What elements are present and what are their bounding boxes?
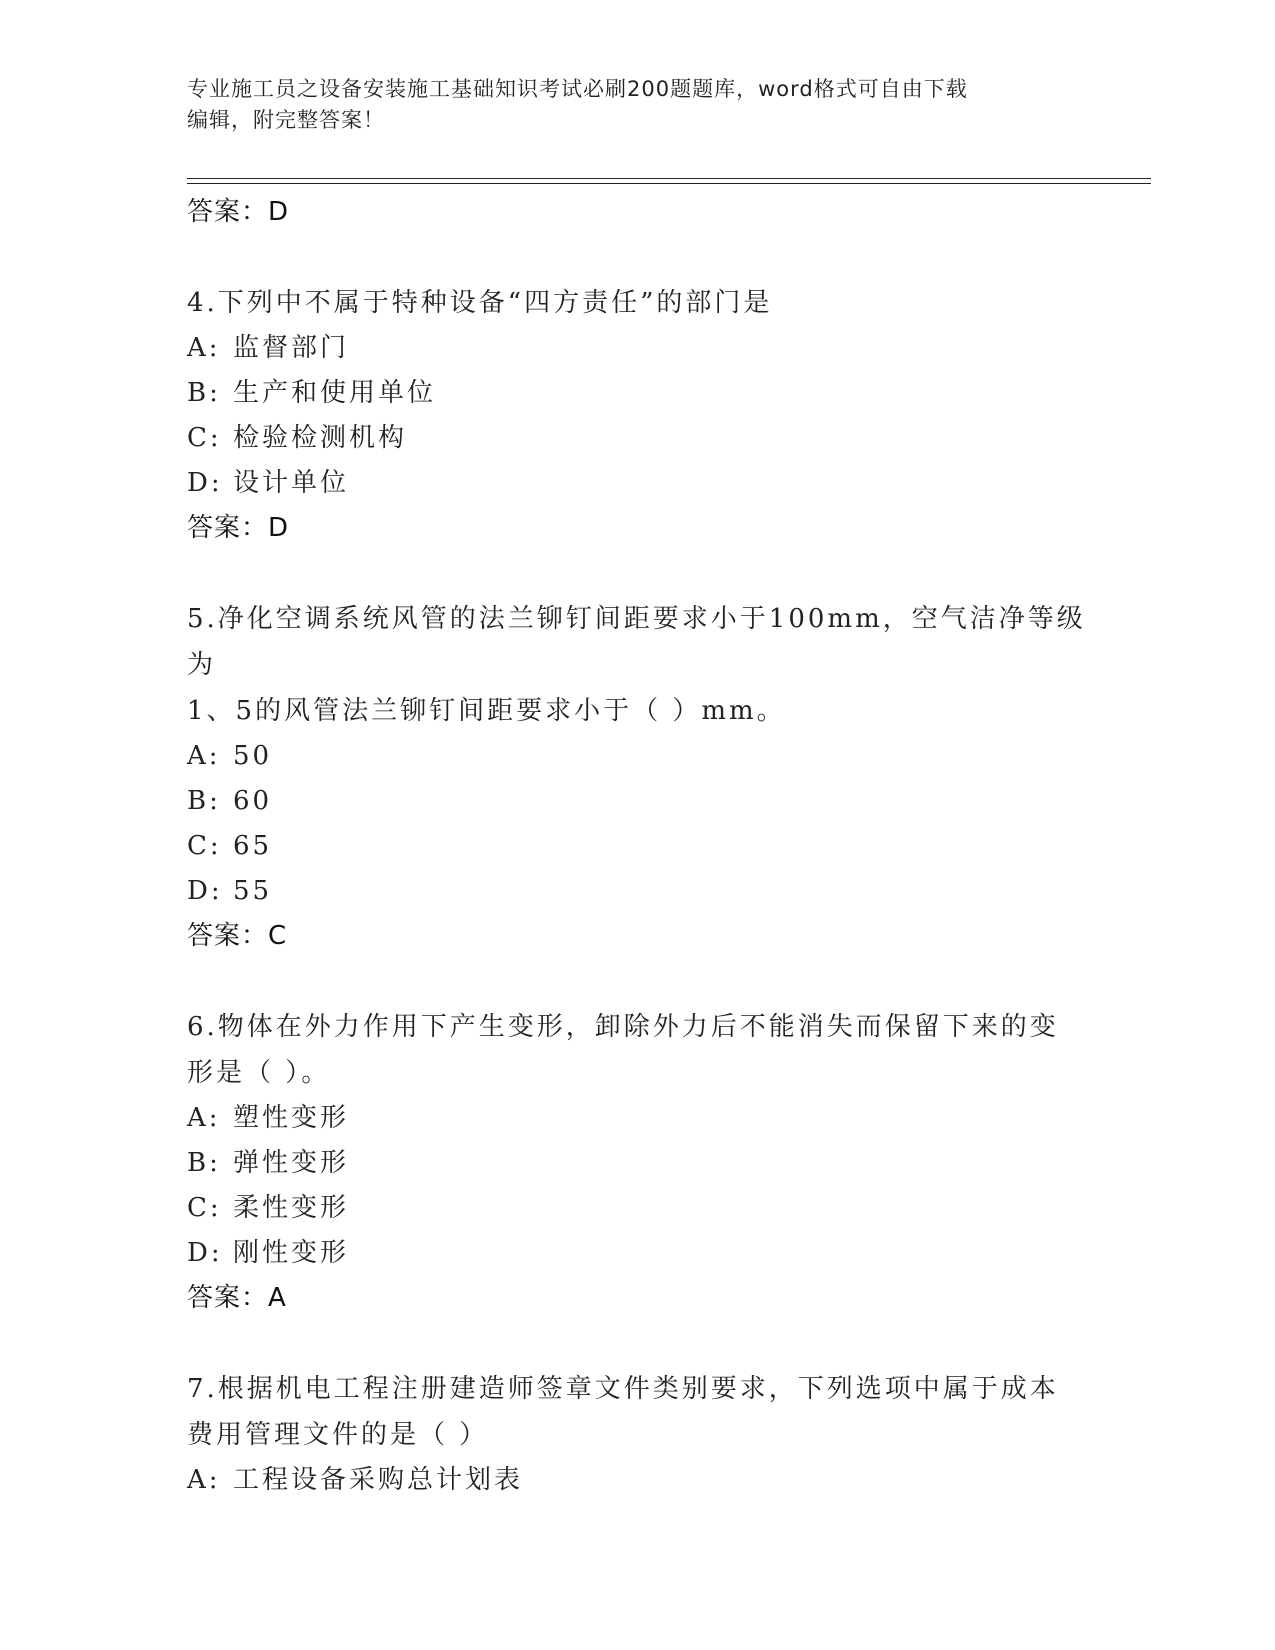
option-a: [187, 734, 1087, 779]
option-text: 设计单位: [233, 468, 350, 498]
question-block: [187, 1004, 1087, 1320]
header-divider-top: [187, 178, 1151, 179]
option-text: 生产和使用单位: [233, 378, 437, 408]
option-text: 检验检测机构: [233, 423, 408, 453]
option-a: [187, 326, 1087, 371]
header-line-1: 专业施工员之设备安装施工基础知识考试必刷200题题库，word格式可自由下载: [187, 77, 968, 101]
option-c: [187, 416, 1087, 461]
option-text: 塑性变形: [233, 1103, 350, 1133]
answer-line: 答案：D: [187, 513, 290, 543]
option-key: C:: [187, 423, 222, 453]
question-text-line-1: 5.净化空调系统风管的法兰铆钉间距要求小于100mm，空气洁净等级为: [187, 604, 1086, 680]
option-d: [187, 1231, 1087, 1276]
question-block: [187, 596, 1087, 958]
option-key: A:: [187, 741, 221, 771]
option-text: 60: [233, 786, 273, 816]
question-text-line-1: 7.根据机电工程注册建造师签章文件类别要求，下列选项中属于成本: [187, 1374, 1059, 1404]
question-text-line-2: 形是（ ）。: [187, 1058, 331, 1088]
option-text: 刚性变形: [233, 1238, 350, 1268]
option-text: 55: [233, 876, 273, 906]
question-block: [187, 280, 1087, 550]
option-key: A:: [187, 1103, 221, 1133]
option-key: D:: [187, 468, 223, 498]
option-key: C:: [187, 1193, 222, 1223]
option-b: [187, 779, 1087, 824]
question-text-line-1: 6.物体在外力作用下产生变形，卸除外力后不能消失而保留下来的变: [187, 1012, 1059, 1042]
option-key: A:: [187, 333, 221, 363]
header-line-2: 编辑，附完整答案！: [187, 108, 385, 132]
option-text: 柔性变形: [233, 1193, 350, 1223]
document-header: [187, 74, 1067, 136]
option-text: 65: [233, 831, 273, 861]
header-divider-bottom: [187, 183, 1151, 184]
option-key: B:: [187, 786, 221, 816]
question-text: 4.下列中不属于特种设备“四方责任”的部门是: [187, 288, 773, 318]
option-c: [187, 824, 1087, 869]
option-key: C:: [187, 831, 222, 861]
question-text-line-2: 1、5的风管法兰铆钉间距要求小于（ ）mm。: [187, 696, 786, 726]
question-list: [187, 190, 1087, 1503]
option-a: [187, 1096, 1087, 1141]
option-key: A:: [187, 1465, 221, 1495]
question-block: [187, 1366, 1087, 1503]
option-d: [187, 461, 1087, 506]
option-b: [187, 1141, 1087, 1186]
answer-line: 答案：C: [187, 921, 288, 951]
option-c: [187, 1186, 1087, 1231]
option-key: B:: [187, 1148, 221, 1178]
option-key: D:: [187, 876, 223, 906]
answer-line: 答案：A: [187, 1283, 287, 1313]
option-key: B:: [187, 378, 221, 408]
option-key: D:: [187, 1238, 223, 1268]
option-a: [187, 1458, 1087, 1503]
option-text: 弹性变形: [233, 1148, 350, 1178]
option-b: [187, 371, 1087, 416]
option-d: [187, 869, 1087, 914]
answer-line: 答案：D: [187, 197, 290, 227]
option-text: 监督部门: [233, 333, 350, 363]
option-text: 50: [233, 741, 273, 771]
question-text-line-2: 费用管理文件的是（ ）: [187, 1420, 489, 1450]
option-text: 工程设备采购总计划表: [233, 1465, 524, 1495]
